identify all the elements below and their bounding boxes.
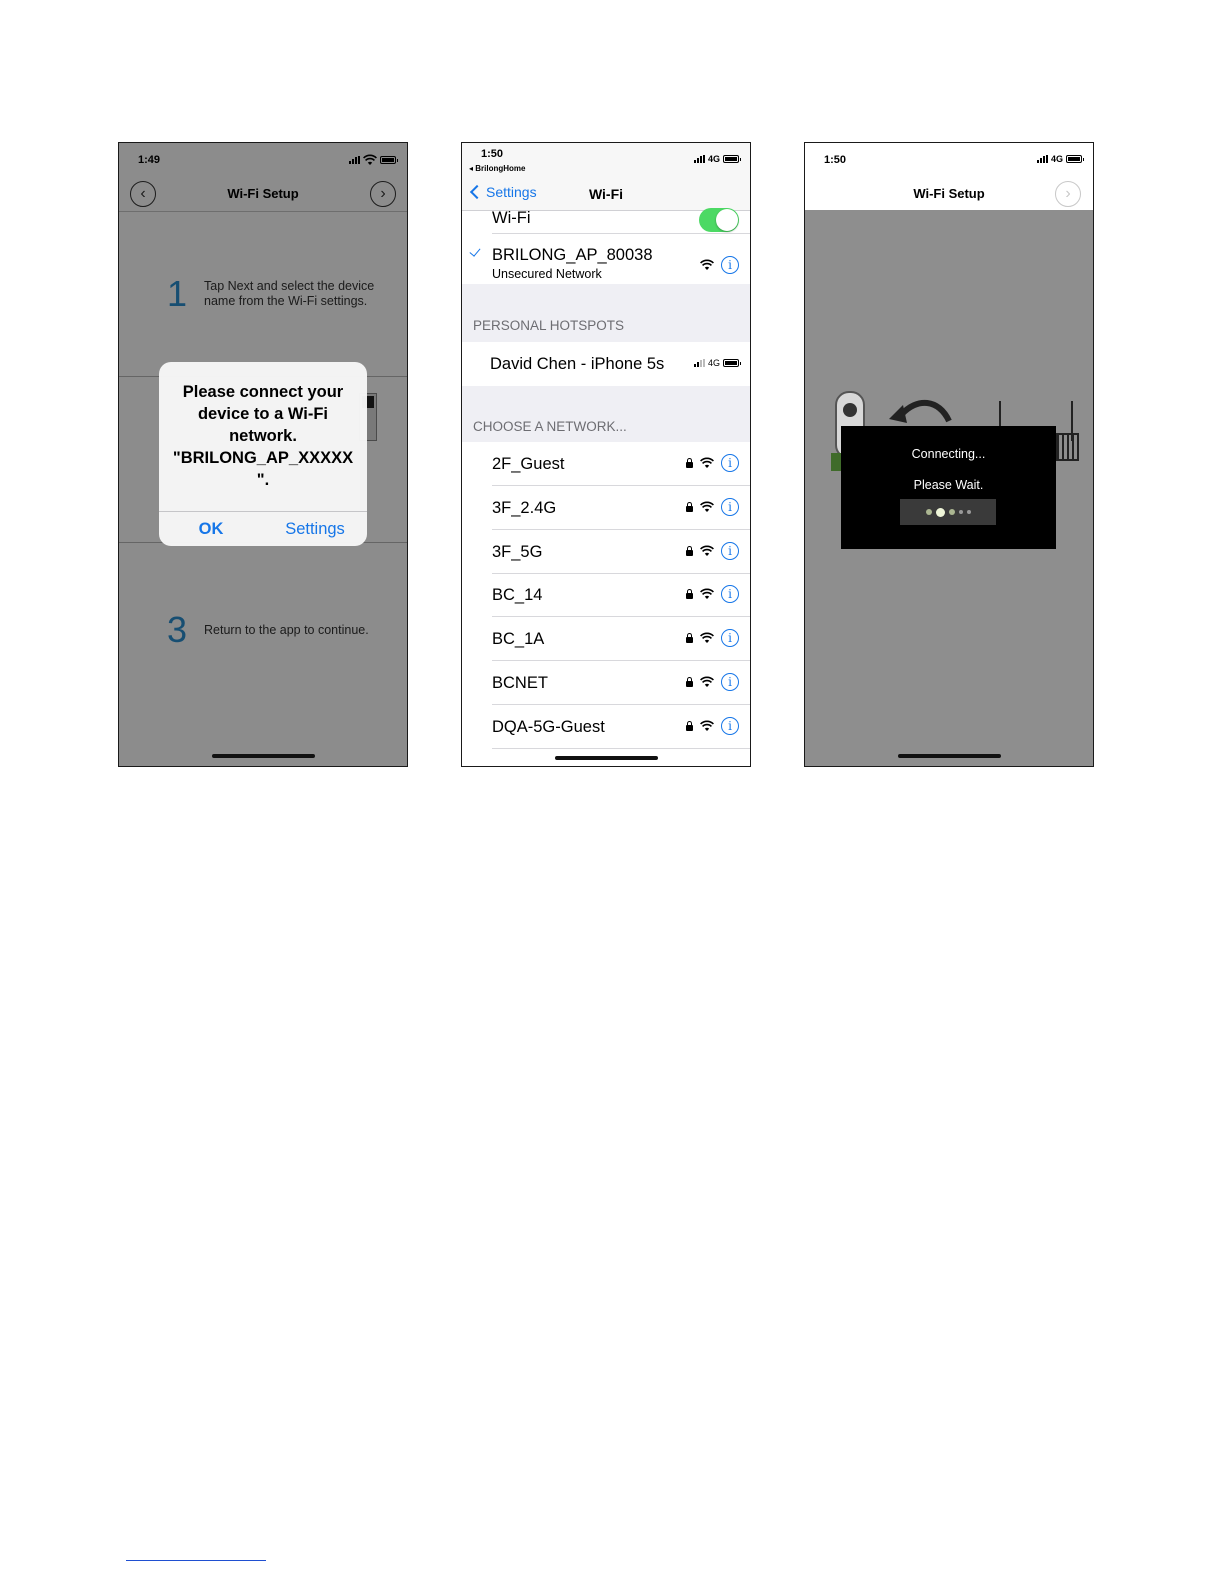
network-name: BCNET (492, 674, 548, 692)
battery-icon (723, 359, 739, 367)
wifi-toggle-row (462, 211, 750, 231)
status-bar (805, 143, 1093, 177)
network-icons (686, 542, 739, 560)
lock-icon (686, 550, 693, 556)
network-row[interactable] (462, 573, 750, 617)
signal-icon (694, 155, 705, 163)
info-icon[interactable]: i (721, 454, 739, 472)
info-icon[interactable]: i (721, 498, 739, 516)
network-row[interactable] (462, 705, 750, 749)
network-icons (686, 629, 739, 647)
status-time: 1:50 (481, 148, 504, 160)
hotspot-name: David Chen - iPhone 5s (490, 355, 665, 373)
network-name: 3F_5G (492, 542, 543, 561)
alert-message: Please connect your device to a Wi-Fi network. "BRILONG_AP_XXXXX". (172, 383, 354, 489)
row-divider (492, 748, 750, 749)
back-label: Settings (486, 184, 537, 200)
wifi-toggle[interactable] (699, 208, 739, 232)
home-indicator (212, 754, 315, 758)
network-type: 4G (1050, 154, 1063, 164)
network-row[interactable] (462, 530, 750, 574)
network-icons (686, 498, 739, 516)
network-name: 3F_2.4G (492, 498, 557, 517)
router-icon (1055, 433, 1079, 461)
connecting-dialog (841, 426, 1056, 549)
network-icons (686, 717, 739, 735)
wifi-signal-icon (700, 588, 714, 600)
wifi-signal-icon (700, 545, 714, 557)
network-icons (686, 585, 739, 603)
wifi-signal-icon (700, 457, 714, 469)
network-row[interactable] (462, 661, 750, 705)
step-number: 1 (166, 273, 188, 314)
info-icon[interactable]: i (721, 717, 739, 735)
step-number: 3 (166, 609, 188, 650)
footer-link-underline (126, 1560, 266, 1561)
status-time: 1:50 (824, 154, 847, 166)
phone-screen-ios-wifi-settings (461, 142, 751, 767)
network-name: BC_14 (492, 586, 543, 605)
network-list (462, 442, 750, 767)
status-icons (1037, 154, 1082, 164)
network-icons (686, 673, 739, 691)
network-icons (700, 256, 739, 274)
status-time: 1:49 (138, 154, 161, 166)
network-row[interactable] (462, 442, 750, 486)
info-icon[interactable]: i (721, 256, 739, 274)
info-icon[interactable]: i (721, 673, 739, 691)
status-bar (462, 143, 750, 177)
network-name: 2F_Guest (492, 455, 565, 473)
wifi-signal-icon (700, 501, 714, 513)
wifi-group (462, 211, 750, 284)
lock-icon (686, 506, 693, 512)
back-button[interactable]: ‹ (130, 181, 156, 207)
loading-spinner-icon (900, 499, 996, 525)
wifi-signal-icon (700, 720, 714, 732)
page-title: Wi-Fi Setup (913, 186, 985, 201)
alert-ok-button[interactable]: OK (198, 519, 224, 538)
lock-icon (686, 462, 693, 468)
signal-icon (694, 360, 705, 367)
network-name: DQA-5G-Guest (492, 717, 605, 736)
network-name: BC_1A (492, 630, 545, 649)
network-icons (686, 454, 739, 472)
network-row[interactable] (462, 486, 750, 530)
info-icon[interactable]: i (721, 542, 739, 560)
signal-icon (1037, 155, 1048, 163)
connected-network-name: BRILONG_AP_80038 (492, 246, 653, 264)
wifi-signal-icon (700, 259, 714, 271)
lock-icon (686, 593, 693, 599)
lock-icon (686, 681, 693, 687)
connected-network-status: Unsecured Network (492, 267, 602, 281)
phone-screen-wifi-setup-alert (118, 142, 408, 767)
checkmark-icon (469, 245, 480, 257)
hotspot-status (694, 358, 739, 368)
back-to-app-link[interactable]: ◂ BrilongHome (469, 164, 526, 173)
next-button-disabled[interactable]: › (1055, 181, 1081, 207)
home-indicator (898, 754, 1001, 758)
page-title: Wi-Fi (588, 186, 624, 202)
personal-hotspots-header: PERSONAL HOTSPOTS (473, 318, 625, 333)
phone-screen-connecting (804, 142, 1094, 767)
network-row[interactable] (462, 617, 750, 661)
step-text: Return to the app to continue. (204, 622, 369, 637)
page-title: Wi-Fi Setup (227, 186, 299, 201)
status-icons (694, 154, 739, 164)
lock-icon (686, 725, 693, 731)
wifi-label: Wi-Fi (492, 209, 531, 227)
alert-dialog (159, 362, 367, 546)
next-button[interactable]: › (370, 181, 396, 207)
connected-network-row[interactable] (462, 234, 750, 284)
battery-icon (723, 155, 739, 163)
info-icon[interactable]: i (721, 629, 739, 647)
wifi-signal-icon (700, 632, 714, 644)
lock-icon (686, 637, 693, 643)
hotspot-row[interactable] (462, 342, 750, 386)
nav-bar (462, 177, 750, 211)
please-wait-text: Please Wait. (913, 478, 984, 492)
hotspot-network-type: 4G (707, 358, 720, 368)
network-type: 4G (707, 154, 720, 164)
header (805, 143, 1093, 210)
home-indicator (555, 756, 658, 760)
step-text: Tap Next and select the device name from the Wi-Fi settings. (204, 279, 375, 308)
connecting-text: Connecting... (911, 447, 986, 461)
battery-icon (1066, 155, 1082, 163)
info-icon[interactable]: i (721, 585, 739, 603)
choose-network-header: CHOOSE A NETWORK... (473, 419, 627, 434)
alert-settings-button[interactable]: Settings (285, 519, 345, 538)
wifi-signal-icon (700, 676, 714, 688)
